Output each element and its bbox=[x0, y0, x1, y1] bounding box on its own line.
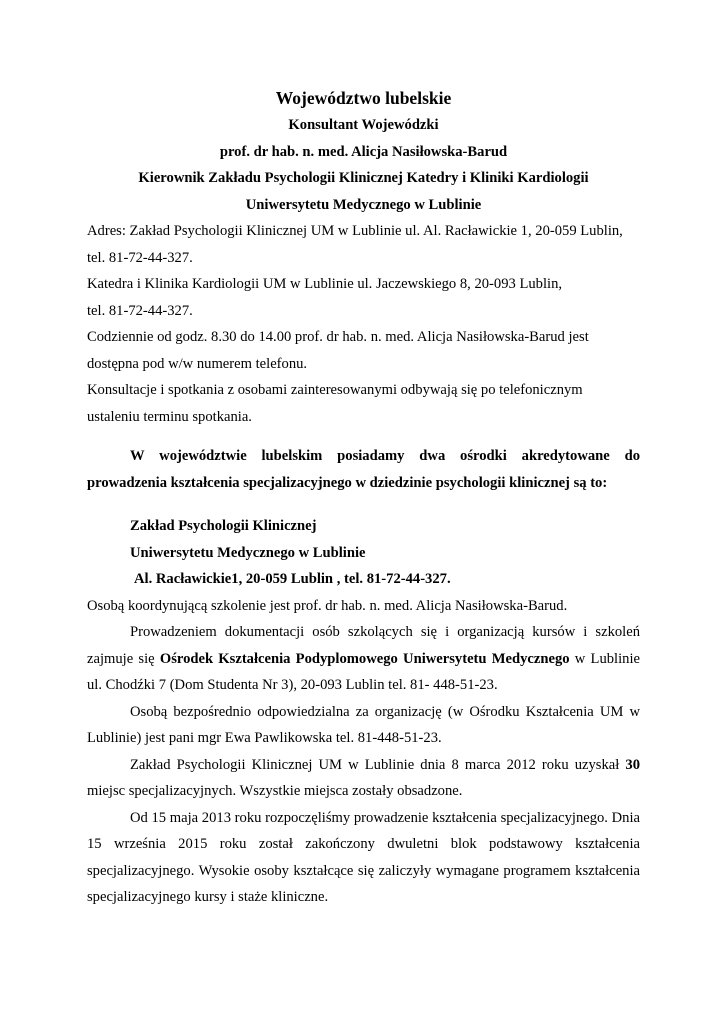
coordinator-paragraph: Osobą koordynującą szkolenie jest prof. dr hab. n. med. Alicja Nasiłowska-Barud. bbox=[87, 597, 568, 614]
address-line-2: Katedra i Klinika Kardiologii UM w Lublinie ul. Jaczewskiego 8, 20-093 Lublin, bbox=[87, 276, 563, 292]
region-title: Województwo lubelskie bbox=[275, 88, 452, 108]
places-count: 30 bbox=[625, 756, 640, 773]
phone-line-1: tel. 81-72-44-327. bbox=[87, 249, 193, 266]
address-line-1: Adres: Zakład Psychologii Klinicznej UM w Lublinie ul. Al. Racławickie 1, 20-059 Lublin, bbox=[87, 223, 623, 239]
places-paragraph bbox=[87, 752, 640, 805]
since-paragraph: Od 15 maja 2013 roku rozpoczęliśmy prowadzenie kształcenia specjalizacyjnego. Dnia 15 września 2015 roku został zakończony dwuletni blok podstawowy kształcenia specjalizacyjnego. Wysokie osoby kształcące się zaliczyły wymagane programem kształcenia specjalizacyjnego kursy i staże kliniczne. bbox=[87, 809, 640, 905]
center-name-2: Uniwersytetu Medycznego w Lublinie bbox=[130, 544, 366, 561]
center-address: Al. Racławickie1, 20-059 Lublin , tel. 81-72-44-327. bbox=[134, 571, 451, 587]
documentation-text-post: w Lublinie ul. Chodźki 7 (Dom Studenta Nr 3), 20-093 Lublin tel. 81- 448-51-23. bbox=[87, 650, 640, 693]
consultant-name: prof. dr hab. n. med. Alicja Nasiłowska-Barud bbox=[219, 143, 508, 160]
documentation-center-name: Ośrodek Kształcenia Podyplomowego Uniwersytetu Medycznego bbox=[159, 650, 570, 667]
hours-line-1: Codziennie od godz. 8.30 do 14.00 prof. dr hab. n. med. Alicja Nasiłowska-Barud jest bbox=[87, 329, 589, 345]
consultant-university: Uniwersytetu Medycznego w Lublinie bbox=[245, 196, 482, 213]
places-text-post: miejsc specjalizacyjnych. Wszystkie miejsca zostały obsadzone. bbox=[87, 783, 463, 799]
places-text-pre: Zakład Psychologii Klinicznej UM w Lublinie dnia 8 marca 2012 roku uzyskał bbox=[130, 756, 626, 773]
document-page bbox=[87, 86, 640, 911]
responsible-paragraph: Osobą bezpośrednio odpowiedzialna za organizację (w Ośrodku Kształcenia UM w Lublinie) jest pani mgr Ewa Pawlikowska tel. 81-448-51-23. bbox=[87, 703, 640, 746]
consultant-role: Konsultant Wojewódzki bbox=[288, 117, 439, 133]
phone-line-2: tel. 81-72-44-327. bbox=[87, 302, 193, 319]
consult-line-1: Konsultacje i spotkania z osobami zainteresowanymi odbywają się po telefonicznym bbox=[87, 382, 583, 398]
intro-paragraph: W województwie lubelskim posiadamy dwa ośrodki akredytowane do prowadzenia kształcenia specjalizacyjnego w dziedzinie psychologii klinicznej są to: bbox=[87, 448, 640, 491]
consultant-position: Kierownik Zakładu Psychologii Klinicznej Katedry i Kliniki Kardiologii bbox=[138, 170, 589, 186]
consult-line-2: ustaleniu terminu spotkania. bbox=[87, 408, 252, 425]
documentation-paragraph bbox=[87, 619, 640, 699]
hours-line-2: dostępna pod w/w numerem telefonu. bbox=[87, 355, 308, 372]
center-name-1: Zakład Psychologii Klinicznej bbox=[130, 518, 317, 534]
documentation-text-pre: Prowadzeniem dokumentacji osób szkolących się i organizacją kursów i szkoleń zajmuje się bbox=[87, 624, 640, 667]
